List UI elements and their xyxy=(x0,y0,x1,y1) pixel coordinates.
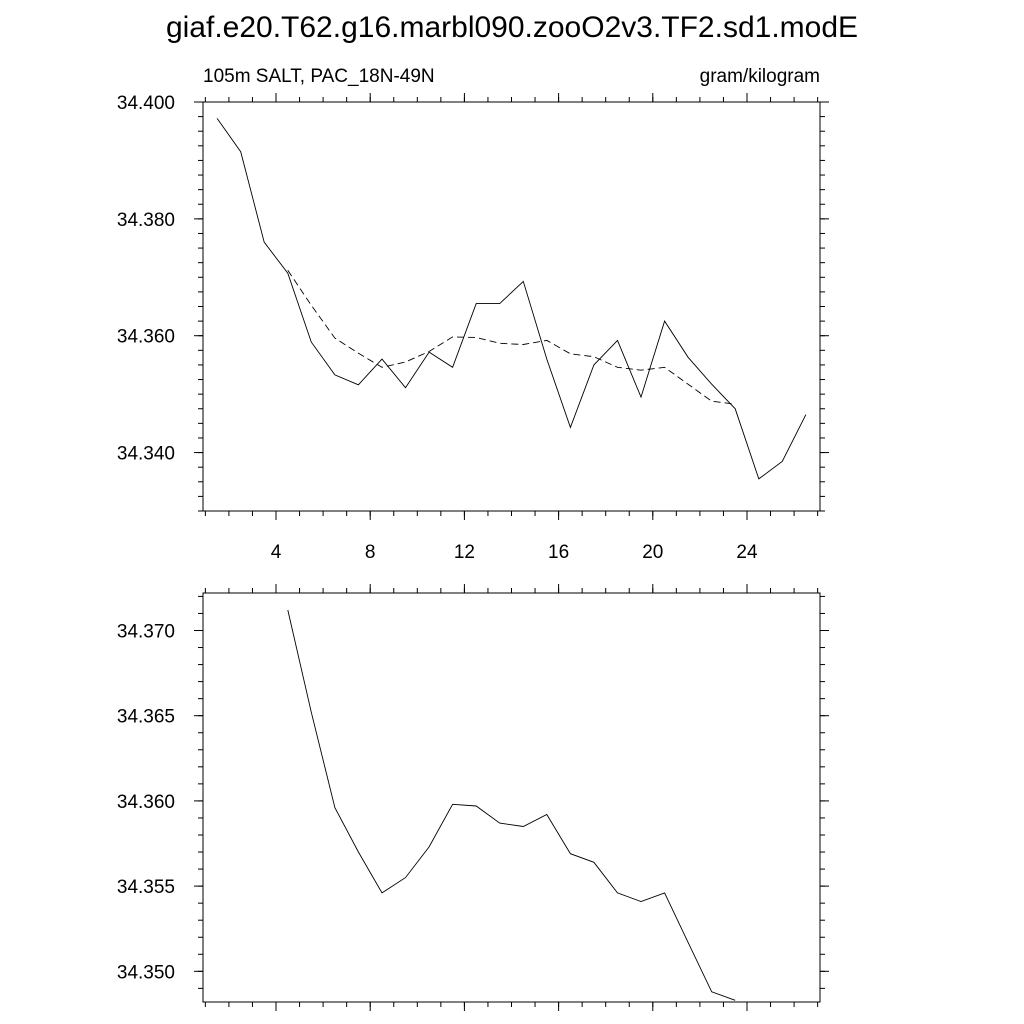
top-chart-left-label: 105m SALT, PAC_18N-49N xyxy=(203,66,435,87)
top-series-dashed-line xyxy=(288,270,735,404)
top-axis-ticks xyxy=(117,93,829,563)
bottom-y-tick-label: 34.360 xyxy=(116,791,175,813)
top-series-group xyxy=(217,118,806,479)
top-plot-frame xyxy=(203,102,820,511)
bottom-series-group xyxy=(288,610,735,1000)
top-y-tick-label: 34.360 xyxy=(116,326,175,348)
top-x-tick-label: 20 xyxy=(642,542,664,563)
bottom-plot-frame xyxy=(203,593,820,1002)
bottom-axis-ticks xyxy=(117,584,829,1011)
bottom-y-tick-label: 34.350 xyxy=(116,962,175,984)
bottom-chart-panel xyxy=(117,584,829,1011)
top-chart-units-label: gram/kilogram xyxy=(699,66,820,87)
top-x-tick-label: 12 xyxy=(453,542,475,563)
bottom-y-tick-label: 34.370 xyxy=(116,621,175,643)
top-series-solid-line xyxy=(217,118,806,479)
top-x-tick-label: 8 xyxy=(364,542,376,563)
top-y-tick-label: 34.380 xyxy=(116,209,175,231)
top-x-tick-label: 24 xyxy=(736,542,758,563)
bottom-y-tick-label: 34.365 xyxy=(116,706,175,728)
top-chart-panel xyxy=(117,66,829,563)
bottom-y-tick-label: 34.355 xyxy=(116,877,175,899)
top-y-tick-label: 34.400 xyxy=(116,93,175,114)
bottom-series-solid-line xyxy=(288,610,735,1000)
top-x-tick-label: 16 xyxy=(548,542,570,563)
top-x-tick-label: 4 xyxy=(270,542,282,563)
figure-title: giaf.e20.T62.g16.marbl090.zooO2v3.TF2.sd1.modE xyxy=(165,11,859,44)
top-y-tick-label: 34.340 xyxy=(116,443,175,465)
